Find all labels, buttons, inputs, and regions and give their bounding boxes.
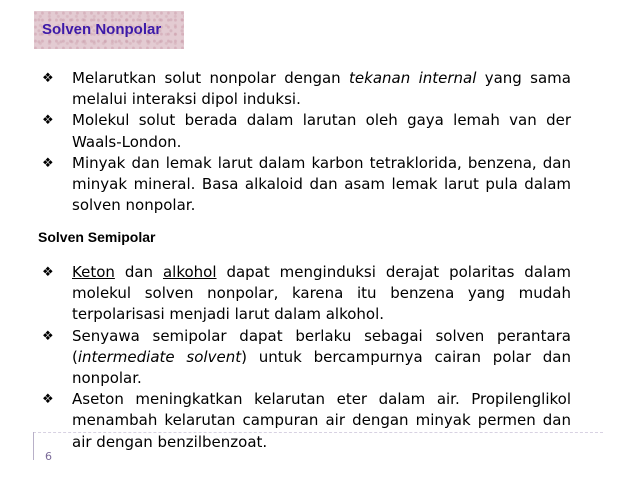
bullet-text: alkohol — [162, 263, 217, 281]
semipolar-heading: Solven Semipolar — [38, 229, 156, 245]
footer-divider — [33, 432, 603, 434]
diamond-bullet-icon: ❖ — [42, 71, 54, 86]
title-banner — [34, 11, 184, 49]
diamond-bullet-icon: ❖ — [42, 113, 54, 129]
bullet-item — [36, 326, 571, 390]
bullet-text: Aseton meningkatkan kelarutan eter dalam air. Propilenglikol menambah kelarutan campuran air dengan minyak permen dan air dengan benzilbenzoat. — [72, 390, 571, 451]
bullet-text: yang sama melalui interaksi dipol induksi. — [72, 69, 571, 109]
nonpolar-bullet-list — [36, 68, 571, 216]
semipolar-bullet-list — [36, 262, 571, 453]
page-number: 6 — [45, 450, 52, 463]
bullet-text: ) untuk bercampurnya cairan polar dan nonpolar. — [72, 347, 571, 388]
semipolar-section — [36, 262, 571, 453]
footer-vertical-rule — [33, 432, 34, 460]
bullet-text: tekanan internal — [349, 69, 477, 87]
bullet-text: Keton — [72, 263, 115, 281]
bullet-item — [36, 68, 571, 110]
bullet-text: Molekul solut berada dalam larutan oleh gaya lemah van der Waals-London. — [72, 111, 571, 151]
bullet-text: Minyak dan lemak larut dalam karbon tetraklorida, benzena, dan minyak mineral. Basa alkaloid dan asam lemak larut pula dalam solven nonpolar. — [72, 153, 571, 215]
bullet-text: intermediate solvent — [77, 347, 242, 366]
bullet-item — [36, 153, 571, 217]
bullet-item — [36, 262, 571, 326]
bullet-text: Senyawa semipolar dapat berlaku sebagai solven perantara ( — [72, 326, 571, 366]
diamond-bullet-icon: ❖ — [42, 392, 54, 408]
bullet-text: dan — [114, 263, 163, 281]
bullet-item — [36, 110, 571, 152]
nonpolar-section — [36, 68, 571, 216]
bullet-text: dapat menginduksi derajat polaritas dalam molekul solven nonpolar, karena itu benzena yang mudah terpolarisasi menjadi larut dalam alkohol. — [72, 263, 571, 324]
diamond-bullet-icon: ❖ — [42, 155, 54, 171]
diamond-bullet-icon: ❖ — [42, 265, 54, 280]
diamond-bullet-icon: ❖ — [42, 328, 54, 344]
bullet-item — [36, 389, 571, 453]
bullet-text: Melarutkan solut nonpolar dengan — [72, 69, 350, 87]
slide-title: Solven Nonpolar — [42, 21, 162, 38]
